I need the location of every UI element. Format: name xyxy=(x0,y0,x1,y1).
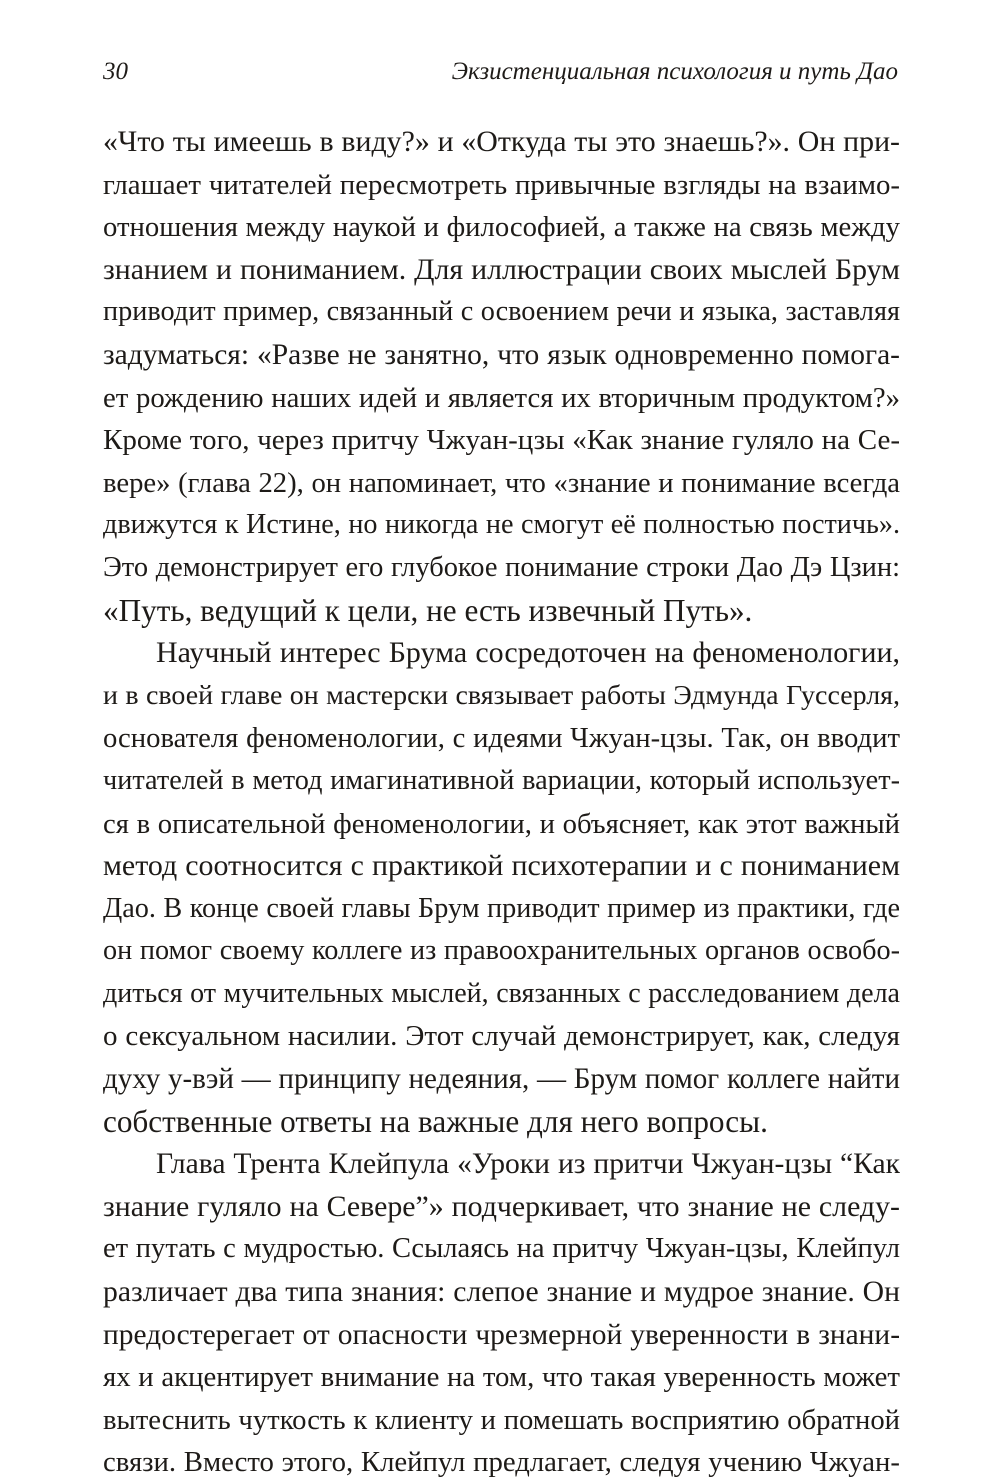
text-line: вере» (глава 22), он напоминает, что «знание и понимание всегда xyxy=(103,466,900,499)
text-line: вытеснить чуткость к клиенту и помешать восприятию обратной xyxy=(103,1403,900,1436)
page-number: 30 xyxy=(103,58,128,85)
text-line: знанием и пониманием. Для иллюстрации своих мыслей Брум xyxy=(103,252,900,286)
text-line: диться от мучительных мыслей, связанных с расследованием дела xyxy=(103,977,900,1009)
text-line: собственные ответы на важные для него вопросы. xyxy=(103,1103,768,1139)
text-line: он помог своему коллеге из правоохранительных органов освобо- xyxy=(103,935,900,967)
text-line: Научный интерес Брума сосредоточен на феноменологии, xyxy=(156,636,900,670)
text-line: основателя феноменологии, с идеями Чжуан-цзы. Так, он вводит xyxy=(103,722,900,755)
text-line: ет рождению наших идей и является их вторичным продуктом?» xyxy=(103,381,900,414)
text-line: Это демонстрирует его глубокое понимание строки Дао Дэ Цзин: xyxy=(103,551,900,583)
text-line: глашает читателей пересмотреть привычные взгляды на взаимо- xyxy=(103,168,900,201)
running-title: Экзистенциальная психология и путь Дао xyxy=(451,58,898,85)
text-line: знание гуляло на Севере”» подчеркивает, что знание не следу- xyxy=(103,1189,900,1223)
text-line: Дао. В конце своей главы Брум приводит пример из практики, где xyxy=(103,892,900,924)
text-line: приводит пример, связанный с освоением речи и языка, заставляя xyxy=(103,296,900,328)
text-line: ях и акцентирует внимание на том, что такая уверенность может xyxy=(103,1361,900,1394)
text-line: метод соотносится с практикой психотерапии и с пониманием xyxy=(103,849,900,883)
text-line: и в своей главе он мастерски связывает работы Эдмунда Гуссерля, xyxy=(103,679,900,711)
text-line: отношения между наукой и философией, а также на связь между xyxy=(103,211,900,244)
text-line: Глава Трента Клейпула «Уроки из притчи Чжуан-цзы “Как xyxy=(156,1148,900,1181)
paragraph-3 xyxy=(103,1143,900,1484)
text-line: Кроме того, через притчу Чжуан-цзы «Как знание гуляло на Се- xyxy=(103,424,900,457)
text-line: задуматься: «Разве не занятно, что язык одновременно помога- xyxy=(103,338,900,371)
text-line: духу у-вэй — принципу недеяния, — Брум помог коллеге найти xyxy=(103,1063,900,1096)
text-line: различает два типа знания: слепое знание и мудрое знание. Он xyxy=(103,1276,900,1309)
page-header xyxy=(103,52,898,92)
text-line: «Что ты имеешь в виду?» и «Откуда ты это знаешь?». Он при- xyxy=(103,125,900,158)
paragraph-1 xyxy=(103,121,900,632)
text-line: «Путь, ведущий к цели, не есть извечный Путь». xyxy=(103,592,753,628)
text-line: движутся к Истине, но никогда не смогут её полностью постичь». xyxy=(103,509,900,541)
text-line: читателей в метод имагинативной вариации, который использует- xyxy=(103,764,900,796)
text-line: о сексуальном насилии. Этот случай демонстрирует, как, следуя xyxy=(103,1020,900,1053)
text-line: ет путать с мудростью. Ссылаясь на притчу Чжуан-цзы, Клейпул xyxy=(103,1233,900,1265)
text-line: ся в описательной феноменологии, и объясняет, как этот важный xyxy=(103,807,900,840)
text-line: предостерегает от опасности чрезмерной уверенности в знани- xyxy=(103,1318,900,1351)
body-text xyxy=(103,121,900,1484)
text-line: связи. Вместо этого, Клейпул предлагает, следуя учению Чжуан- xyxy=(103,1446,900,1479)
paragraph-2 xyxy=(103,632,900,1143)
